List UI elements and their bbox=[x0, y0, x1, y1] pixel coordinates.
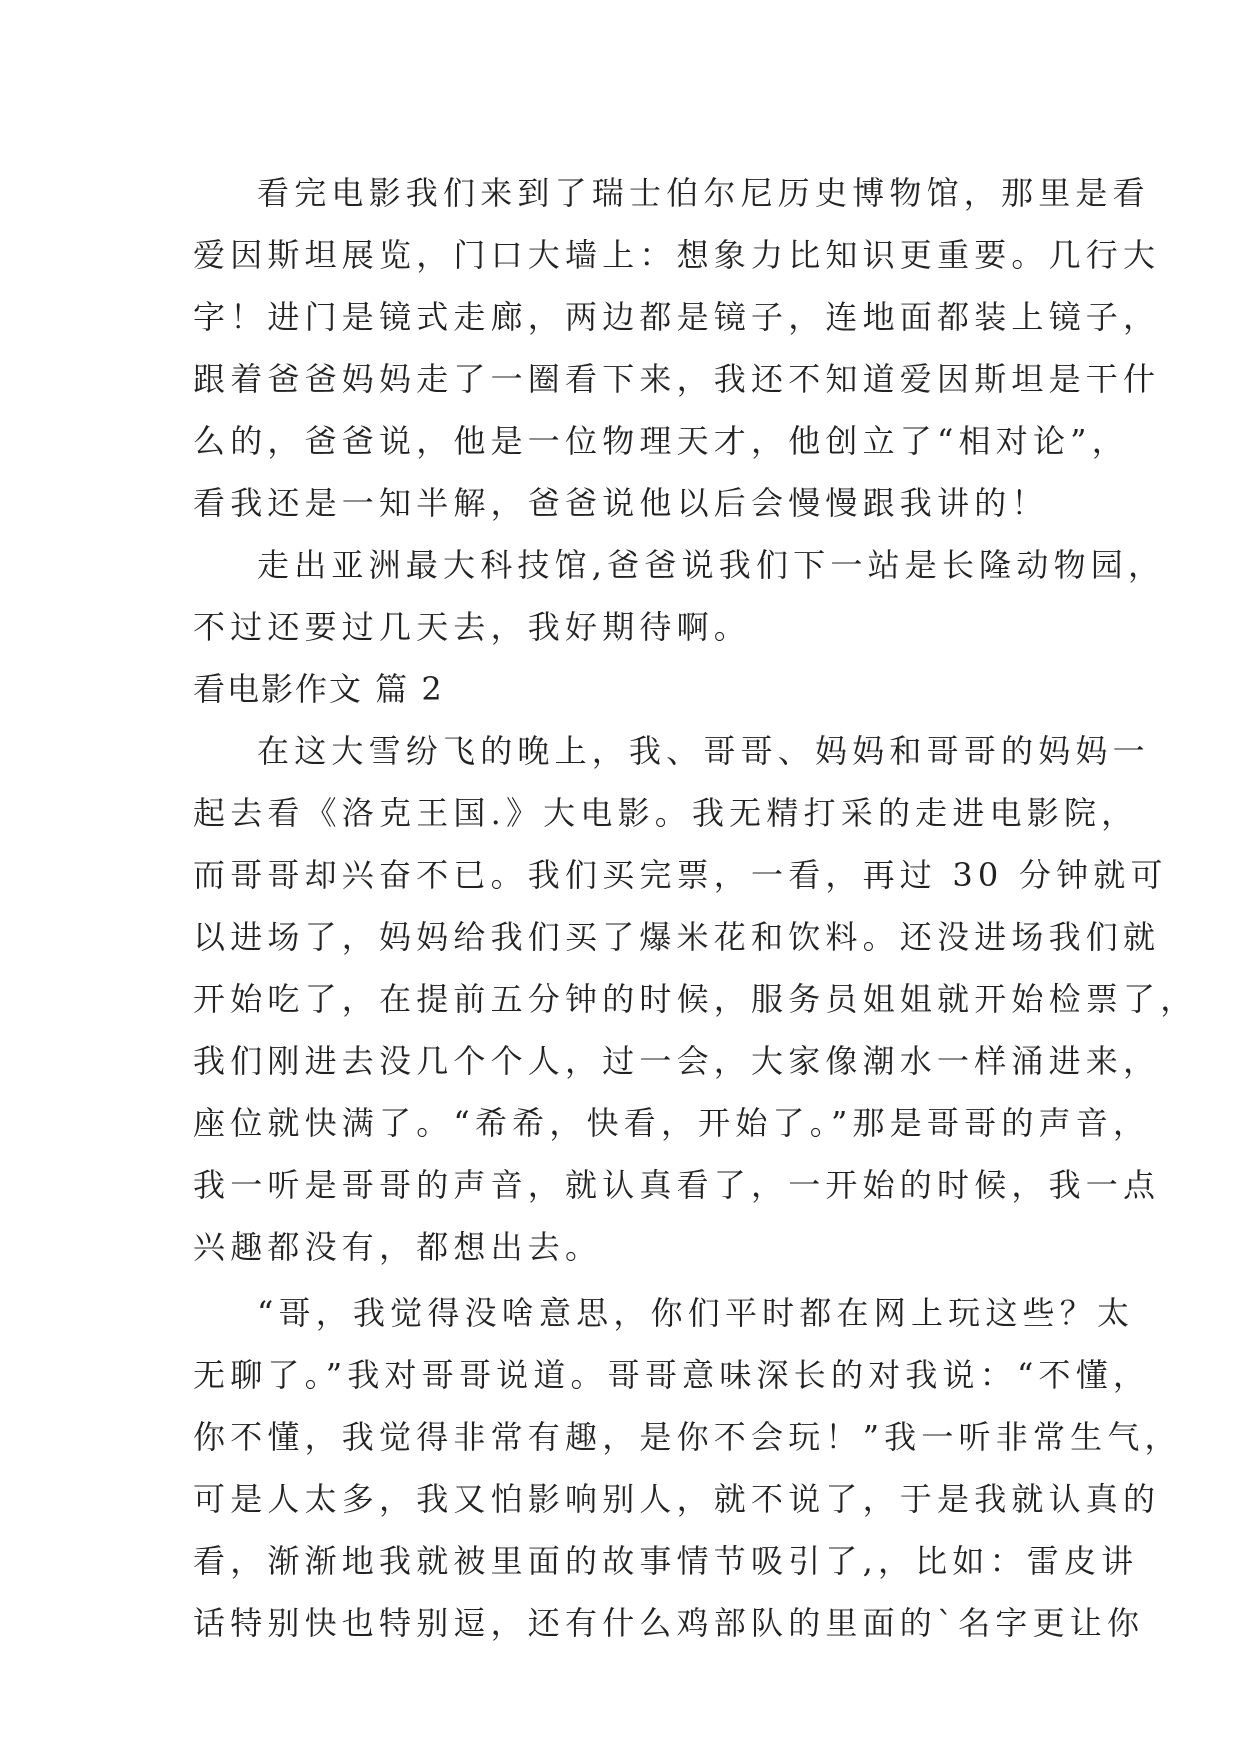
paragraph-snowy-night bbox=[193, 720, 1198, 1278]
text-line: 可是人太多，我又怕影响别人，就不说了，于是我就认真的 bbox=[193, 1480, 1161, 1518]
text-line: 话特别快也特别逗，还有什么鸡部队的里面的`名字更让你 bbox=[193, 1604, 1145, 1642]
text-line: 以进场了，妈妈给我们买了爆米花和饮料。还没进场我们就 bbox=[193, 918, 1161, 956]
text-line: 起去看《洛克王国.》大电影。我无精打采的走进电影院， bbox=[193, 794, 1139, 832]
text-line: 你不懂，我觉得非常有趣，是你不会玩！”我一听非常生气， bbox=[193, 1418, 1182, 1456]
text-line: 我们刚进去没几个个人，过一会，大家像潮水一样涌进来， bbox=[193, 1042, 1161, 1080]
text-line: 在这大雪纷飞的晚上，我、哥哥、妈妈和哥哥的妈妈一 bbox=[257, 732, 1150, 770]
paragraph-next-stop bbox=[193, 534, 1166, 658]
text-line: 跟着爸爸妈妈走了一圈看下来，我还不知道爱因斯坦是干什 bbox=[193, 360, 1161, 398]
text-line: 爱因斯坦展览，门口大墙上：想象力比知识更重要。几行大 bbox=[193, 236, 1161, 274]
text-line: 字！进门是镜式走廊，两边都是镜子，连地面都装上镜子， bbox=[193, 298, 1161, 336]
text-line: 开始吃了，在提前五分钟的时候，服务员姐姐就开始检票了， bbox=[193, 980, 1198, 1018]
text-line: 而哥哥却兴奋不已。我们买完票，一看，再过 30 分钟就可 bbox=[193, 856, 1168, 894]
text-line: 无聊了。”我对哥哥说道。哥哥意味深长的对我说：“不懂， bbox=[193, 1356, 1151, 1394]
section-heading: 看电影作文 篇 2 bbox=[193, 670, 444, 708]
paragraph-einstein-museum bbox=[193, 162, 1161, 534]
text-line: 兴趣都没有，都想出去。 bbox=[193, 1228, 603, 1266]
text-line: 看，渐渐地我就被里面的故事情节吸引了,，比如：雷皮讲 bbox=[193, 1542, 1139, 1580]
document-body bbox=[193, 162, 1198, 1654]
text-line: 座位就快满了。“希希，快看，开始了。”那是哥哥的声音， bbox=[193, 1104, 1151, 1142]
text-line: 我一听是哥哥的声音，就认真看了，一开始的时候，我一点 bbox=[193, 1166, 1161, 1204]
text-line: 不过还要过几天去，我好期待啊。 bbox=[193, 608, 752, 646]
text-line: 么的，爸爸说，他是一位物理天才，他创立了“相对论”， bbox=[193, 422, 1129, 460]
text-line: “哥，我觉得没啥意思，你们平时都在网上玩这些？太 bbox=[257, 1294, 1135, 1332]
text-line: 看完电影我们来到了瑞士伯尔尼历史博物馆，那里是看 bbox=[257, 174, 1150, 212]
text-line: 看我还是一知半解，爸爸说他以后会慢慢跟我讲的！ bbox=[193, 484, 1049, 522]
text-line: 走出亚洲最大科技馆,爸爸说我们下一站是长隆动物园， bbox=[257, 546, 1166, 584]
paragraph-conversation bbox=[193, 1282, 1182, 1654]
